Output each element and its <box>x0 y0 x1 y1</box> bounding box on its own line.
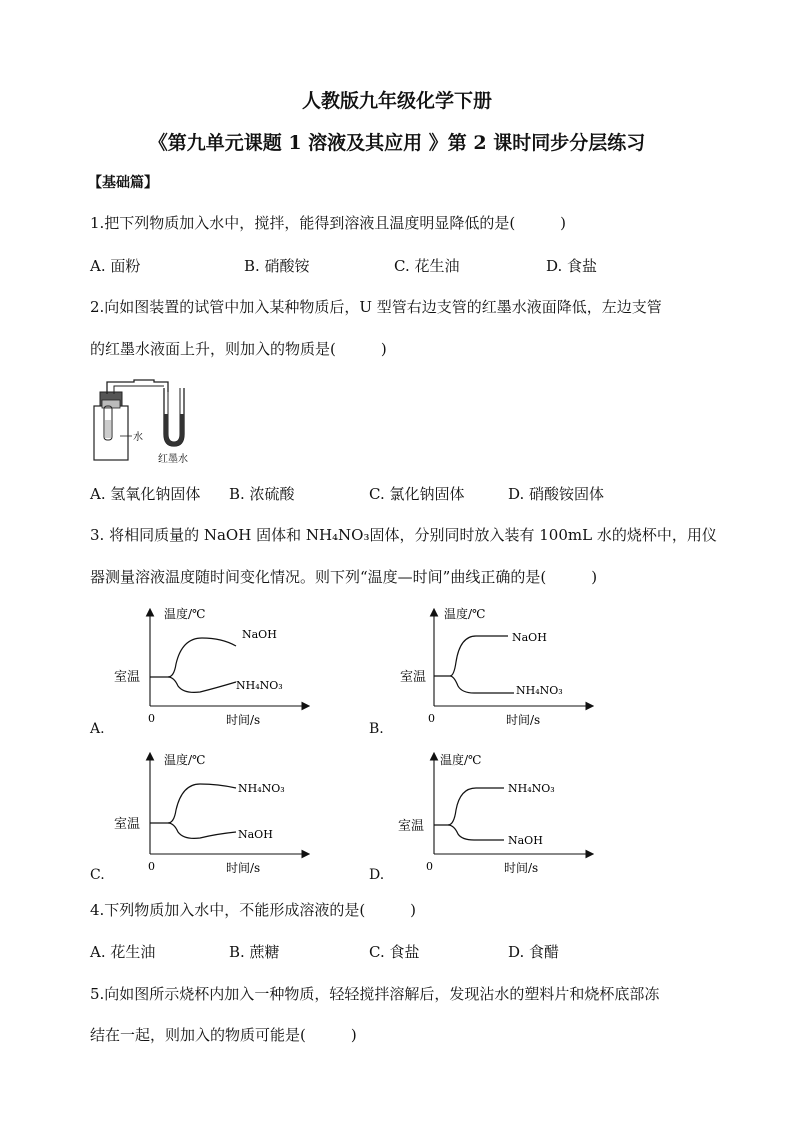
graph-a-ylabel: 温度/℃ <box>164 607 206 621</box>
graph-a-upper-label: NaOH <box>242 628 277 641</box>
graph-d-upper-label: NH₄NO₃ <box>508 782 555 795</box>
graph-b-letter[interactable]: B. <box>369 721 384 737</box>
page-subtitle: 《第九单元课题 1 溶液及其应用 》第 2 课时同步分层练习 <box>148 132 646 154</box>
graph-c-xlabel: 时间/s <box>226 861 261 875</box>
graph-d-xlabel: 时间/s <box>504 861 539 875</box>
q4-option-c[interactable]: C. 食盐 <box>369 943 420 961</box>
graph-c-lower-label: NaOH <box>238 828 273 841</box>
graph-b[interactable] <box>396 600 596 730</box>
graph-a-lower-label: NH₄NO₃ <box>236 679 283 692</box>
graph-c-upper-label: NH₄NO₃ <box>238 782 285 795</box>
graph-d-room-temp: 室温 <box>398 819 425 834</box>
graph-c-origin: 0 <box>148 860 155 873</box>
q2-option-c[interactable]: C. 氯化钠固体 <box>369 485 465 503</box>
q4-option-a[interactable]: A. 花生油 <box>90 943 156 961</box>
q1-option-c[interactable]: C. 花生油 <box>394 257 460 275</box>
water-label: 水 <box>133 432 143 443</box>
graph-c[interactable] <box>112 744 312 876</box>
q2-apparatus-figure <box>90 374 230 466</box>
graph-b-origin: 0 <box>428 712 435 725</box>
q2-option-d[interactable]: D. 硝酸铵固体 <box>508 485 605 503</box>
graph-b-room-temp: 室温 <box>400 670 427 685</box>
graph-d-letter[interactable]: D. <box>369 867 385 883</box>
graph-d-ylabel: 温度/℃ <box>440 753 482 767</box>
question-5-stem-line2: 结在一起，则加入的物质可能是( ) <box>90 1026 357 1044</box>
q1-option-d[interactable]: D. 食盐 <box>546 257 598 275</box>
graph-c-room-temp: 室温 <box>114 817 141 832</box>
graph-c-letter[interactable]: C. <box>90 867 105 883</box>
question-1-stem: 1.把下列物质加入水中，搅拌，能得到溶液且温度明显降低的是( ) <box>90 214 567 232</box>
graph-b-xlabel: 时间/s <box>506 713 541 727</box>
graph-a-room-temp: 室温 <box>114 670 141 685</box>
q4-option-d[interactable]: D. 食醋 <box>508 943 560 961</box>
section-heading: 【基础篇】 <box>88 175 158 191</box>
red-ink-label: 红墨水 <box>158 454 188 465</box>
graph-b-lower-label: NH₄NO₃ <box>516 684 563 697</box>
question-4-stem: 4.下列物质加入水中，不能形成溶液的是( ) <box>90 901 417 919</box>
q2-option-b[interactable]: B. 浓硫酸 <box>229 485 295 503</box>
graph-a[interactable] <box>112 600 312 730</box>
graph-d-origin: 0 <box>426 860 433 873</box>
graph-d[interactable] <box>396 744 596 876</box>
graph-b-upper-label: NaOH <box>512 631 547 644</box>
q2-option-a[interactable]: A. 氢氧化钠固体 <box>90 485 201 503</box>
graph-a-letter[interactable]: A. <box>90 721 105 737</box>
question-2-stem-line2: 的红墨水液面上升，则加入的物质是( ) <box>90 340 387 358</box>
graph-a-origin: 0 <box>148 712 155 725</box>
question-3-stem-line1: 3. 将相同质量的 NaOH 固体和 NH₄NO₃固体，分别同时放入装有 100mL 水的烧杯中，用仪 <box>90 526 717 544</box>
graph-b-ylabel: 温度/℃ <box>444 607 486 621</box>
graph-d-lower-label: NaOH <box>508 834 543 847</box>
q4-option-b[interactable]: B. 蔗糖 <box>229 943 280 961</box>
red-ink-fill <box>164 414 184 446</box>
q1-option-a[interactable]: A. 面粉 <box>90 257 141 275</box>
question-2-stem-line1: 2.向如图装置的试管中加入某种物质后，U 型管右边支管的红墨水液面降低，左边支管 <box>90 298 662 316</box>
graph-a-xlabel: 时间/s <box>226 713 261 727</box>
question-5-stem-line1: 5.向如图所示烧杯内加入一种物质，轻轻搅拌溶解后，发现沾水的塑料片和烧杯底部冻 <box>90 985 660 1003</box>
page-title: 人教版九年级化学下册 <box>301 90 492 112</box>
q1-option-b[interactable]: B. 硝酸铵 <box>244 257 310 275</box>
question-3-stem-line2: 器测量溶液温度随时间变化情况。则下列“温度—时间”曲线正确的是( ) <box>90 568 598 586</box>
graph-c-ylabel: 温度/℃ <box>164 753 206 767</box>
